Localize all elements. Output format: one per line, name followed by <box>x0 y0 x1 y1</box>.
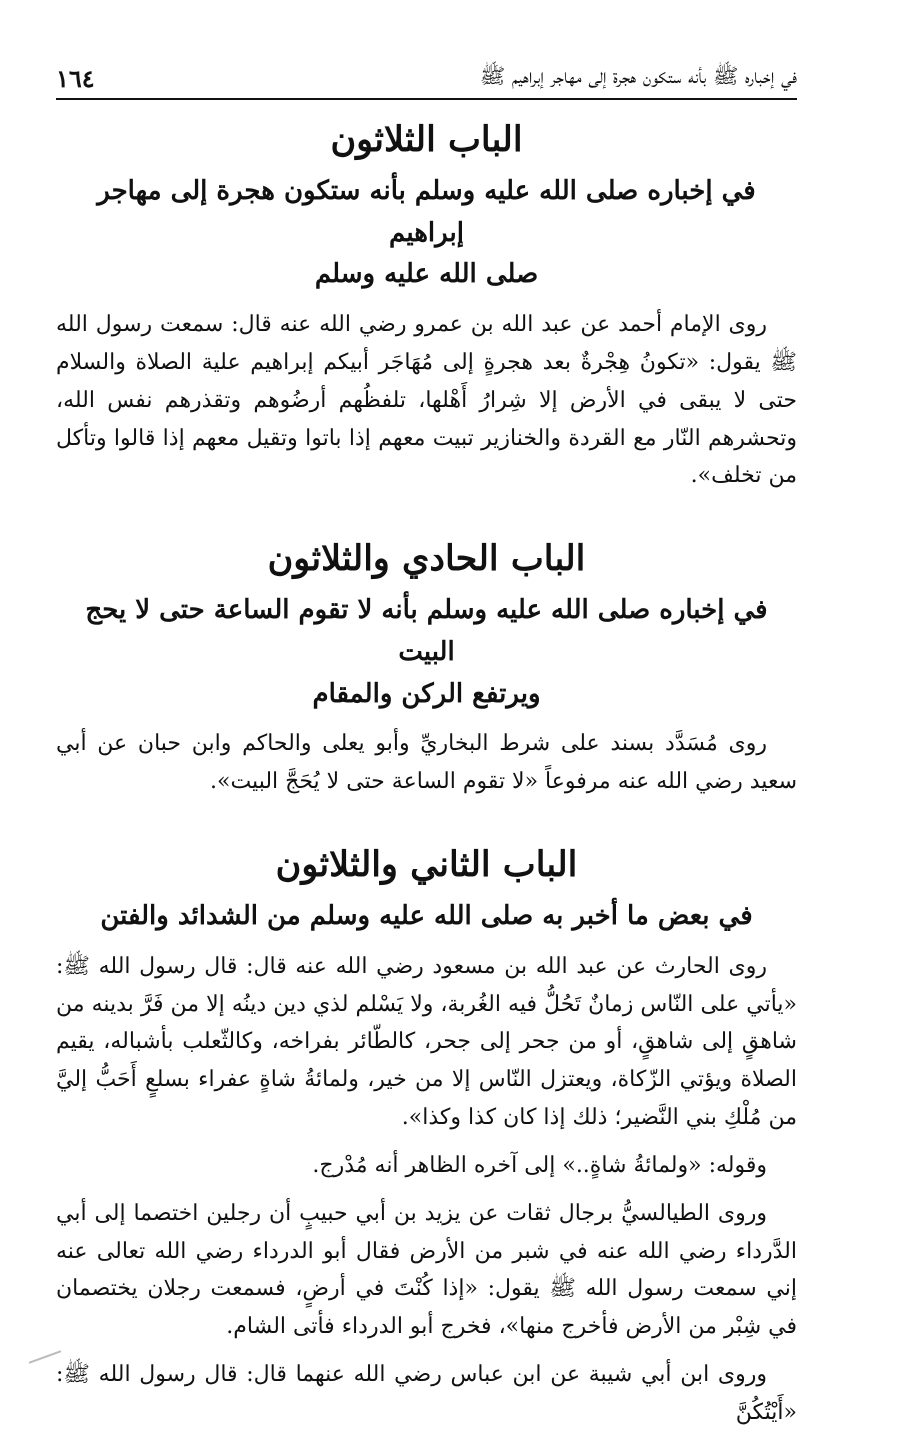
subtitle-line: في إخباره صلى الله عليه وسلم بأنه ستكون هجرة إلى مهاجر إبراهيم <box>97 176 756 248</box>
chapter-title: الباب الثلاثون <box>330 119 523 160</box>
subtitle-line: صلى الله عليه وسلم <box>314 259 539 290</box>
chapter-31 <box>56 535 797 801</box>
paragraph: وروى الطيالسيُّ برجال ثقات عن يزيد بن أبي حبيبٍ أن رجلين اختصما إلى أبي الدَّرداء رضي الله عنه في شبر من الأرض فقال أبو الدرداء رضي الله تعالى عنه إني سمعت رسول الله ﷺ يقول: «إذا كُنْتَ في أرضٍ، فسمعت رجلان يختصمان في شِبْر من الأرض فأخرج منها»، فخرج أبو الدرداء فأتى الشام. <box>56 1200 797 1340</box>
chapter-title: الباب الحادي والثلاثون <box>267 538 586 580</box>
page-content <box>56 110 797 1442</box>
chapter-subtitle <box>56 590 797 715</box>
chapter-subtitle <box>56 896 797 938</box>
subtitle-line: في بعض ما أخبر به صلى الله عليه وسلم من الشدائد والفتن <box>100 901 753 932</box>
subtitle-line: في إخباره صلى الله عليه وسلم بأنه لا تقوم الساعة حتى لا يحج البيت <box>85 595 768 668</box>
chapter-30 <box>56 116 797 495</box>
chapter-subtitle <box>56 171 797 296</box>
paragraph: وقوله: «ولمائةُ شاةٍ..» إلى آخره الظاهر أنه مُدْرج. <box>312 1152 767 1178</box>
paragraph: روى الإمام أحمد عن عبد الله بن عمرو رضي الله عنه قال: سمعت رسول الله ﷺ يقول: «تكونُ هِجْرةٌ بعد هجرةٍ إلى مُهَاجَر أبيكم إبراهيم علية الصلاة والسلام حتى لا يبقى في الأرض إلا شِرارُ أَهْلها، تلفظُهم أرضُوهم وتقذرهم نفس الله، وتحشرهم النّار مع القردة والخنازير تبيت معهم إذا باتوا وتقيل معهم إذا قالوا وتأكل من تخلف». <box>56 312 797 489</box>
paragraph: وروى ابن أبي شيبة عن ابن عباس رضي الله عنهما قال: قال رسول الله ﷺ: «أَيْتُكُنَّ <box>56 1361 797 1425</box>
running-title: في إخباره ﷺ بأنه ستكون هجرة إلى مهاجر إبراهيم ﷺ <box>479 63 797 88</box>
page-header <box>56 58 797 100</box>
page-number: ١٦٤ <box>56 63 95 93</box>
subtitle-line: ويرتفع الركن والمقام <box>312 678 541 709</box>
paragraph: روى الحارث عن عبد الله بن مسعود رضي الله عنه قال: قال رسول الله ﷺ: «يأتي على النّاس زمانٌ تَحُلُّ فيه الغُربة، ولا يَسْلم لذي دين دينُه إلا من فَرَّ بدينه من شاهقٍ إلى شاهقٍ، أو من جحر إلى جحر، كالطّائر بفراخه، وكالثّعلب بأشباله، يقيم الصلاة ويؤتي الزّكاة، ويعتزل النّاس إلا من خير، ولمائةُ شاةٍ عفراء بسلعٍ أَحَبُّ إليَّ من مُلْكِ بني النَّضير؛ ذلك إذا كان كذا وكذا». <box>56 953 797 1131</box>
chapter-title: الباب الثاني والثلاثون <box>275 843 578 885</box>
paragraph: روى مُسَدَّد بسند على شرط البخاريِّ وأبو يعلى والحاكم وابن حبان عن أبي سعيد رضي الله عنه مرفوعاً «لا تقوم الساعة حتى لا يُحَجَّ البيت». <box>56 731 797 795</box>
chapter-32 <box>56 841 797 1432</box>
